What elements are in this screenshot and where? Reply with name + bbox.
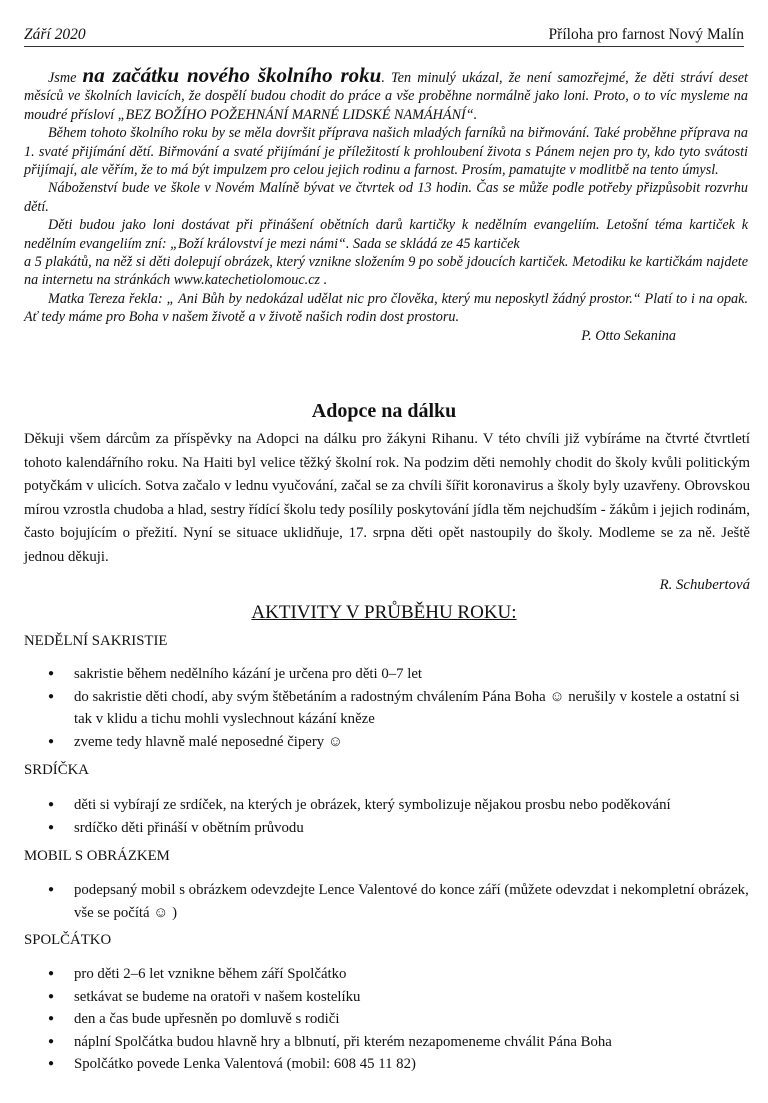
header-title: Příloha pro farnost Nový Malín	[548, 26, 744, 43]
adopce-text: Děkuji všem dárcům za příspěvky na Adopci na dálku pro žákyni Rihanu. V této chvíli již vybíráme na čtvrté čtvrtletí tohoto kalendářního roku. Na Haiti byl velice těžký školní rok. Na podzim děti nemohly chodit do školy kvůli politickým potyčkám v ulicích. Sotva začalo v lednu vyučování, začal se za chvíli šířit koronavirus a školy byly uzavřeny. Obrovskou mírou vzrostla chudoba a hlad, sestry řídící školu tedy posílily poskytování jídla těm nejchudším - žákům i jejich rodinám, často bojujícím o přežití. Nyní se situace uklidňuje, 17. srpna děti opět nastoupily do školy. Modleme se za ně. Ještě jednou děkuji.	[24, 431, 750, 565]
list-item: ● Spolčátko povede Lenka Valentová (mobil: 608 45 11 82)	[48, 1053, 750, 1076]
list-item: ● podepsaný mobil s obrázkem odevzdejte Lence Valentové do konce září (můžete odevzdat i nekompletní obrázek, vše se počítá ☺ )	[48, 879, 750, 924]
list-item: ● pro děti 2–6 let vznikne během září Spolčátko	[48, 963, 750, 986]
section-heading-spolcatko: SPOLČÁTKO	[24, 932, 112, 948]
intro-p4-line2: a 5 plakátů, na něž si děti dolepují obrázek, který vznikne složením 9 po sobě jdoucích kartiček. Metodiku ke kartičkám najdete na internetu na stránkách www.katechetiolomouc.cz .	[24, 254, 748, 289]
section-heading-mobil: MOBIL S OBRÁZKEM	[24, 848, 170, 864]
intro-article	[24, 63, 748, 345]
section-heading-sakristie: NEDĚLNÍ SAKRISTIE	[24, 633, 168, 649]
sakristie-list	[48, 663, 750, 753]
intro-paragraph-5: Matka Tereza řekla: „ Ani Bůh by nedokázal udělat nic pro člověka, který mu neposkytl žádný prostor.“ Platí to i na opak. Ať tedy máme pro Boha v našem životě a v životě našich rodin dost prostoru.	[24, 290, 748, 326]
intro-paragraph-1	[24, 63, 748, 124]
adopce-heading: Adopce na dálku	[311, 400, 457, 422]
list-item: ● zveme tedy hlavně malé neposedné čipery ☺	[48, 731, 750, 754]
list-item: ● děti si vybírají ze srdíček, na kterých je obrázek, který symbolizuje nějakou prosbu nebo poděkování	[48, 794, 750, 817]
list-item: ● sakristie během nedělního kázání je určena pro děti 0–7 let	[48, 663, 750, 686]
intro-paragraph-2: Během tohoto školního roku by se měla dovršit příprava našich mladých farníků na biřmování. Také proběhne příprava na 1. svaté přijímání dětí. Biřmování a svaté přijímání je příležitostí k prohloubení života s Pánem nejen pro ty, kdo tyto svátosti přijímají, ale věřím, že to má být impulzem pro celou jejich rodinu a farnost. Prosím, pamatujte v modlitbě na tento úmysl.	[24, 125, 748, 179]
list-item: ● náplní Spolčátka budou hlavně hry a blbnutí, při kterém nezapomeneme chválit Pána Boha	[48, 1031, 750, 1054]
intro-paragraph-4	[24, 216, 748, 290]
section-heading-srdicka: SRDÍČKA	[24, 762, 89, 778]
page-header	[24, 26, 744, 47]
spolcatko-list	[48, 963, 750, 1076]
mobil-list	[48, 879, 750, 924]
intro-signature: P. Otto Sekanina	[581, 327, 676, 344]
intro-p1-rest: . Ten minulý ukázal, že není samozřejmé, že děti stráví deset měsíců ve školních lavicích, že dospělí budou chodit do práce a vše proběhne normálně jako loni. Proto, o to víc mysleme na moudré přísloví „BEZ BOŽÍHO POŽEHNÁNÍ MARNÉ LIDSKÉ NAMÁHÁNÍ“.	[24, 70, 748, 123]
list-item: ● setkávat se budeme na oratoři v našem kostelíku	[48, 986, 750, 1009]
list-item: ● den a čas bude upřesněn po domluvě s rodiči	[48, 1008, 750, 1031]
list-item: ● srdíčko děti přináší v obětním průvodu	[48, 817, 750, 840]
header-date: Září 2020	[24, 26, 86, 43]
intro-highlight: na začátku nového školního roku	[82, 63, 382, 87]
intro-p4-line1: Děti budou jako loni dostávat při přinášení obětních darů kartičky k nedělním evangeliím. Letošní téma kartiček k nedělním evangeliím zní: „Boží království je mezi námi“. Sada se skládá ze 45 kartiček	[24, 217, 748, 252]
srdicka-list	[48, 794, 750, 839]
aktivity-heading: AKTIVITY V PRŮBĚHU ROKU:	[251, 602, 517, 623]
list-item: ● do sakristie děti chodí, aby svým štěbetáním a radostným chválením Pána Boha ☺ nerušily v kostele a ostatní si tak v klidu a tichu mohli vyslechnout kázání kněze	[48, 686, 750, 731]
intro-p1-start: Jsme	[48, 70, 83, 86]
intro-paragraph-3: Náboženství bude ve škole v Novém Malíně bývat ve čtvrtek od 13 hodin. Čas se může podle potřeby přizpůsobit rozvrhu dětí.	[24, 180, 748, 215]
adopce-signature: R. Schubertová	[659, 577, 750, 593]
